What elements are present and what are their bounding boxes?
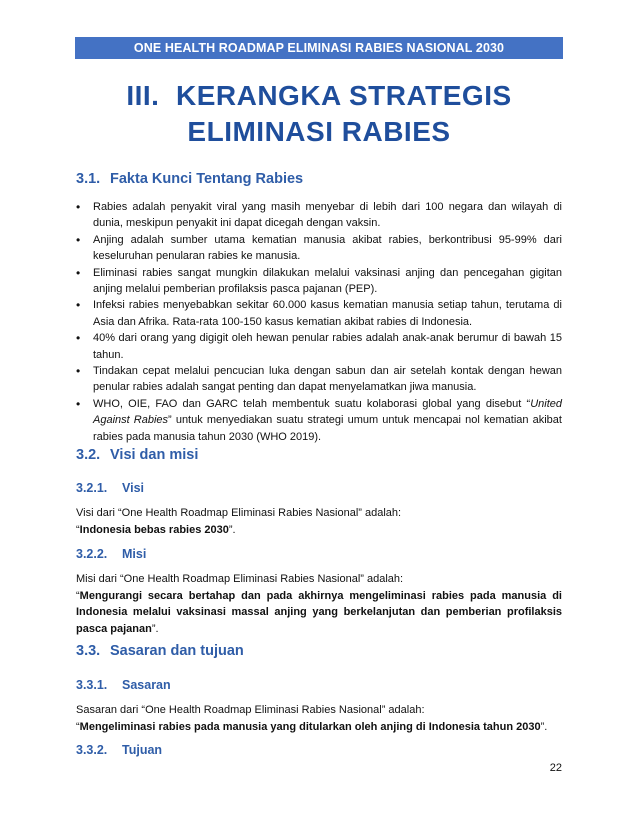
mission-paragraph [76,571,562,637]
section-number: 3.2. [76,447,101,463]
vision-paragraph [76,505,562,538]
section-heading-3-1 [76,171,303,187]
mission-intro: Misi dari “One Health Roadmap Eliminasi Rabies Nasional” adalah: [76,573,404,585]
subsection-number: 3.2.1. [76,481,108,495]
list-item [76,396,562,445]
subsection-number: 3.2.2. [76,547,108,561]
subsection-heading-3-2-2 [76,547,146,561]
chapter-title-line1: III. KERANGKA STRATEGIS [126,80,512,111]
chapter-title [0,78,638,150]
initiative-name: United Against Rabies [93,397,562,427]
section-title: Sasaran dan tujuan [110,643,244,659]
list-item: • Eliminasi rabies sangat mungkin dilakukan melalui vaksinasi anjing dan pencegahan gigitan anjing melalui pemberian profilaksis pasca pajanan (PEP). [76,265,562,298]
subsection-title: Tujuan [122,743,163,757]
subsection-number: 3.3.1. [76,678,108,692]
list-item: • Infeksi rabies menyebabkan sekitar 60.000 kasus kematian manusia setiap tahun, terutama di Asia dan Afrika. Rata-rata 100-150 kasus kematian akibat rabies di Indonesia. [76,297,562,330]
target-intro: Sasaran dari “One Health Roadmap Eliminasi Rabies Nasional” adalah: [76,704,425,716]
list-item: • 40% dari orang yang digigit oleh hewan penular rabies adalah anak-anak berumur di bawah 15 tahun. [76,330,562,363]
subsection-title: Visi [122,481,145,495]
section-title: Fakta Kunci Tentang Rabies [110,171,304,187]
subsection-number: 3.3.2. [76,743,108,757]
page-number: 22 [549,762,562,774]
target-statement: “Mengeliminasi rabies pada manusia yang ditularkan oleh anjing di Indonesia tahun 2030”. [76,720,548,733]
subsection-title: Sasaran [122,678,171,692]
section-title: Visi dan misi [110,447,199,463]
section-heading-3-2 [76,447,198,463]
list-item-text: ” untuk menyediakan suatu strategi umum untuk mencapai nol kematian akibat rabies pada manusia tahun 2030 (WHO 2019). [93,414,562,443]
section-number: 3.1. [76,171,101,187]
vision-statement: “Indonesia bebas rabies 2030”. [76,523,236,536]
list-item: • Rabies adalah penyakit viral yang masih menyebar di lebih dari 100 negara dan wilayah di dunia, meskipun penyakit ini dapat dicegah dengan vaksin. [76,199,562,232]
section-heading-3-3 [76,643,244,659]
header-banner: ONE HEALTH ROADMAP ELIMINASI RABIES NASIONAL 2030 [75,37,563,59]
mission-statement: “Mengurangi secara bertahap dan pada akhirnya mengeliminasi rabies pada manusia di Indonesia melalui vaksinasi massal anjing yang berkelanjutan dan pemberian profilaksis pasca pajanan”. [76,589,562,635]
list-item: • Anjing adalah sumber utama kematian manusia akibat rabies, berkontribusi 95-99% dari keseluruhan penularan rabies ke manusia. [76,232,562,265]
subsection-heading-3-2-1 [76,481,144,495]
chapter-title-line2: ELIMINASI RABIES [187,116,451,147]
list-item: • Tindakan cepat melalui pencucian luka dengan sabun dan air setelah kontak dengan hewan penular rabies adalah sangat penting dan dapat menyelamatkan jiwa manusia. [76,363,562,396]
list-item-text: WHO, OIE, FAO dan GARC telah membentuk suatu kolaborasi global yang disebut “ [93,397,531,410]
vision-intro: Visi dari “One Health Roadmap Eliminasi Rabies Nasional” adalah: [76,507,402,519]
subsection-heading-3-3-1 [76,678,171,692]
target-paragraph [76,702,562,735]
subsection-heading-3-3-2 [76,743,162,757]
section-number: 3.3. [76,643,101,659]
key-facts-list [76,199,562,445]
subsection-title: Misi [122,547,147,561]
